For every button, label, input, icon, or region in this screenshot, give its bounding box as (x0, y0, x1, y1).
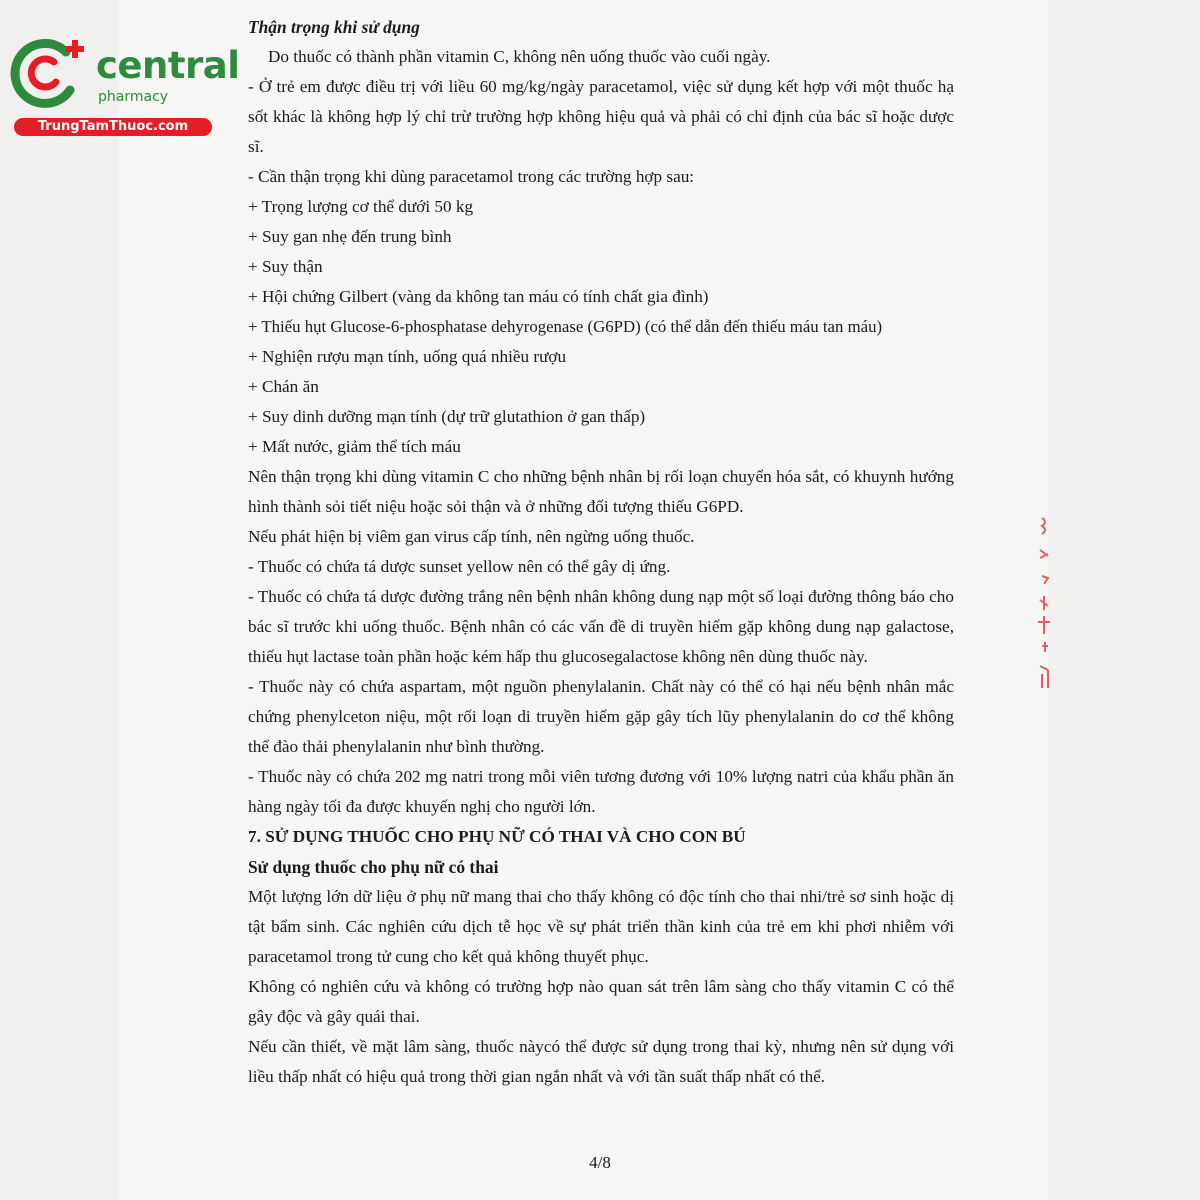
paragraph: - Thuốc có chứa tá dược sunset yellow nên có thể gây dị ứng. (248, 557, 671, 576)
caution-heading: Thận trọng khi sử dụng (248, 17, 420, 37)
list-item: + Chán ăn (248, 377, 319, 396)
list-item: + Trọng lượng cơ thể dưới 50 kg (248, 197, 474, 216)
list-item: + Nghiện rượu mạn tính, uống quá nhiều rượu (248, 347, 567, 366)
list-item: + Mất nước, giảm thể tích máu (248, 437, 461, 456)
section-title: 7. SỬ DỤNG THUỐC CHO PHỤ NỮ CÓ THAI VÀ CHO CON BÚ (248, 827, 746, 846)
paragraph: - Ở trẻ em được điều trị với liều 60 mg/kg/ngày paracetamol, việc sử dụng kết hợp với một thuốc hạ sốt khác là không hợp lý chỉ trừ trường hợp không hiệu quả và phải có chỉ định của bác sĩ hoặc dược sĩ. (248, 77, 954, 156)
list-item: + Suy gan nhẹ đến trung bình (248, 227, 452, 246)
logo-subtitle: pharmacy (98, 89, 169, 105)
list-item: + Thiếu hụt Glucose-6-phosphatase dehyrogenase (G6PD) (có thể dẫn đến thiếu máu tan máu) (248, 317, 883, 336)
logo-brand-name: central (96, 44, 240, 87)
paragraph: - Cần thận trọng khi dùng paracetamol trong các trường hợp sau: (248, 167, 695, 186)
paragraph: - Thuốc có chứa tá dược đường trắng nên bệnh nhân không dung nạp một số loại đường thông báo cho bác sĩ trước khi uống thuốc. Bệnh nhân có các vấn đề di truyền hiếm gặp không dung nạp galactose, thiếu hụt lactase toàn phần hoặc kém hấp thu glucosegalactose không nên dùng thuốc này. (248, 587, 954, 666)
paragraph: Một lượng lớn dữ liệu ở phụ nữ mang thai cho thấy không có độc tính cho thai nhi/trẻ sơ sinh hoặc dị tật bẩm sinh. Các nghiên cứu dịch tễ học về sự phát triển thần kinh của trẻ em khi phơi nhiễm với paracetamol trong tử cung cho kết quả không thuyết phục. (248, 887, 954, 966)
logo-url-badge[interactable]: TrungTamThuoc.com (14, 118, 212, 136)
red-stamp-mark (1030, 510, 1052, 695)
document-content (248, 12, 954, 1092)
page-number: 4/8 (589, 1153, 611, 1172)
paragraph: Không có nghiên cứu và không có trường hợp nào quan sát trên lâm sàng cho thấy vitamin C có thể gây độc và gây quái thai. (248, 977, 954, 1026)
list-item: + Hội chứng Gilbert (vàng da không tan máu có tính chất gia đình) (248, 287, 709, 306)
paragraph: - Thuốc này có chứa aspartam, một nguồn phenylalanin. Chất này có thể có hại nếu bệnh nhân mắc chứng phenylceton niệu, một rối loạn di truyền hiếm gặp gây tích lũy phenylalanin do cơ thể không thể đào thải phenylalanin như bình thường. (248, 677, 954, 756)
paragraph: Nên thận trọng khi dùng vitamin C cho những bệnh nhân bị rối loạn chuyển hóa sắt, có khuynh hướng hình thành sỏi tiết niệu hoặc sỏi thận và ở những đối tượng thiếu G6PD. (248, 467, 954, 516)
pregnancy-heading: Sử dụng thuốc cho phụ nữ có thai (248, 857, 499, 877)
list-item: + Suy thận (248, 257, 323, 276)
list-item: + Suy dinh dưỡng mạn tính (dự trữ glutathion ở gan thấp) (248, 407, 646, 426)
paragraph: Do thuốc có thành phần vitamin C, không nên uống thuốc vào cuối ngày. (268, 47, 771, 66)
paragraph: Nếu cần thiết, về mặt lâm sàng, thuốc nàycó thể được sử dụng trong thai kỳ, nhưng nên sử dụng với liều thấp nhất có hiệu quả trong thời gian ngắn nhất và với tần suất thấp nhất có thể. (248, 1037, 954, 1086)
central-pharmacy-logo-icon (10, 38, 90, 108)
paragraph: - Thuốc này có chứa 202 mg natri trong mỗi viên tương đương với 10% lượng natri của khẩu phần ăn hàng ngày tối đa được khuyến nghị cho người lớn. (248, 767, 954, 816)
paragraph: Nếu phát hiện bị viêm gan virus cấp tính, nên ngừng uống thuốc. (248, 527, 695, 546)
central-pharmacy-logo[interactable] (10, 38, 240, 138)
